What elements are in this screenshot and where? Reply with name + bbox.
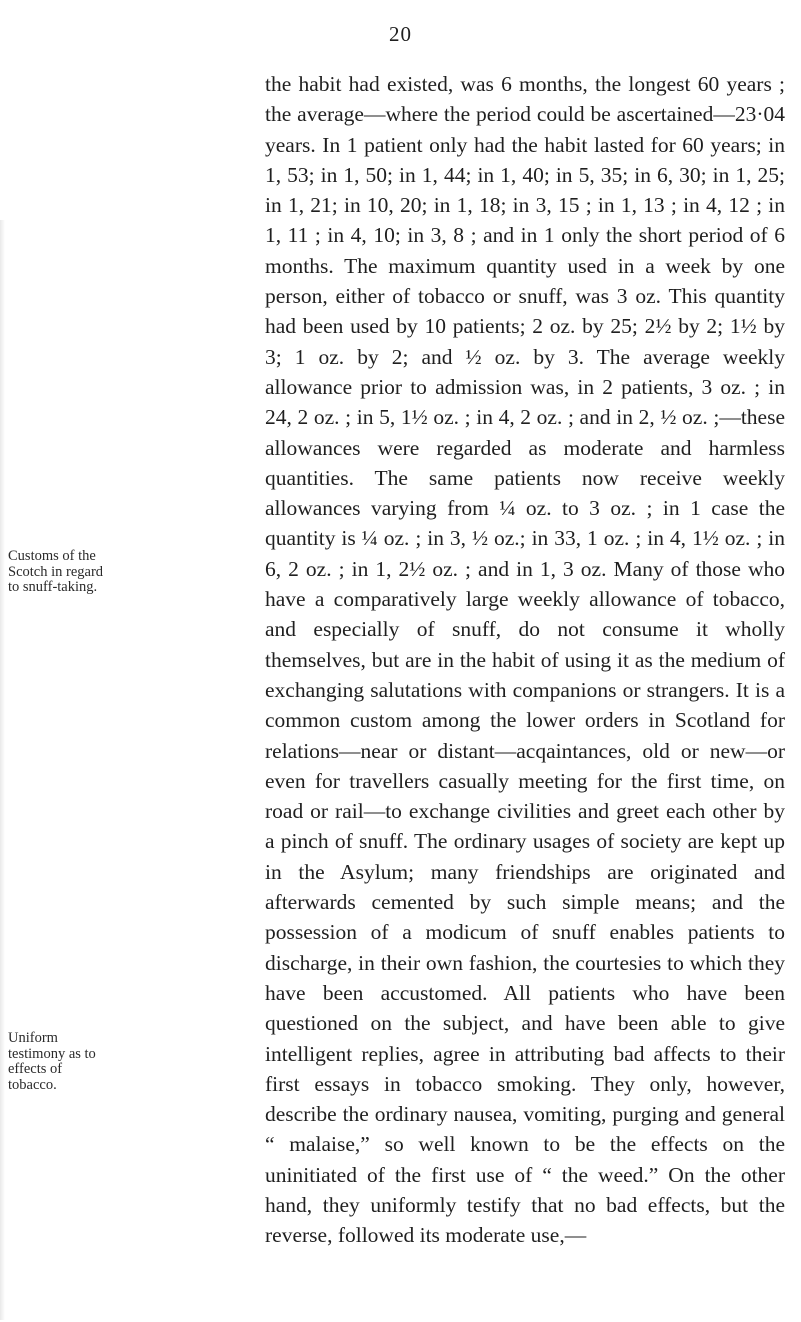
- sidenote-testimony: [8, 1031, 128, 1093]
- sidenote-line: Uniform: [8, 1030, 58, 1046]
- page-edge-shadow: [0, 220, 5, 1320]
- body-text: [265, 69, 785, 1251]
- sidenote-line: tobacco.: [8, 1076, 57, 1093]
- page-number: 20: [389, 22, 412, 46]
- sidenote-line: to snuff-taking.: [8, 579, 98, 595]
- sidenote-line: testimony as to: [8, 1045, 96, 1062]
- sidenote-customs: [8, 549, 128, 596]
- sidenote-line: effects of: [8, 1061, 63, 1077]
- sidenote-line: Scotch in regard: [8, 563, 104, 580]
- paragraph: the habit had existed, was 6 months, the longest 60 years ; the average—where the period could be ascertained—23·04 years. In 1 patient only had the habit lasted for 60 years; in 1, 53; in 1, 50; in 1, 44; in 1, 40; in 5, 35; in 6, 30; in 1, 25; in 1, 21; in 10, 20; in 1, 18; in 3, 15 ; in 1, 13 ; in 4, 12 ; in 1, 11 ; in 4, 10; in 3, 8 ; and in 1 only the short period of 6 months. The maximum quantity used in a week by one person, either of tobacco or snuff, was 3 oz. This quantity had been used by 10 patients; 2 oz. by 25; 2½ by 2; 1½ by 3; 1 oz. by 2; and ½ oz. by 3. The average weekly allowance prior to admission was, in 2 patients, 3 oz. ; in 24, 2 oz. ; in 5, 1½ oz. ; in 4, 2 oz. ; and in 2, ½ oz. ;—these allowances were regarded as moderate and harmless quantities. The same patients now receive weekly allowances varying from ¼ oz. to 3 oz. ; in 1 case the quantity is ¼ oz. ; in 3, ½ oz.; in 33, 1 oz. ; in 4, 1½ oz. ; in 6, 2 oz. ; in 1, 2½ oz. ; and in 1, 3 oz. Many of those who have a comparatively large weekly allowance of tobacco, and especially of snuff, do not consume it wholly themselves, but are in the habit of using it as the medium of exchanging salutations with companions or strangers. It is a common custom among the lower orders in Scotland for relations—near or distant—acqaintances, old or new—or even for travellers casually meeting for the first time, on road or rail—to exchange civilities and greet each other by a pinch of snuff. The ordinary usages of society are kept up in the Asylum; many friendships are originated and afterwards cemented by such simple means; and the possession of a modicum of snuff enables patients to discharge, in their own fashion, the courtesies to which they have been accustomed. All patients who have been questioned on the subject, and have been able to give intelligent replies, agree in attributing bad affects to their first essays in tobacco smoking. They only, however, describe the ordinary nausea, vomiting, purging and general “ malaise,” so well known to be the effects on the uninitiated of the first use of “ the weed.” On the other hand, they uniformly testify that no bad effects, but the reverse, followed its moderate use,—: [265, 72, 785, 1248]
- sidenote-line: Customs of the: [8, 548, 96, 564]
